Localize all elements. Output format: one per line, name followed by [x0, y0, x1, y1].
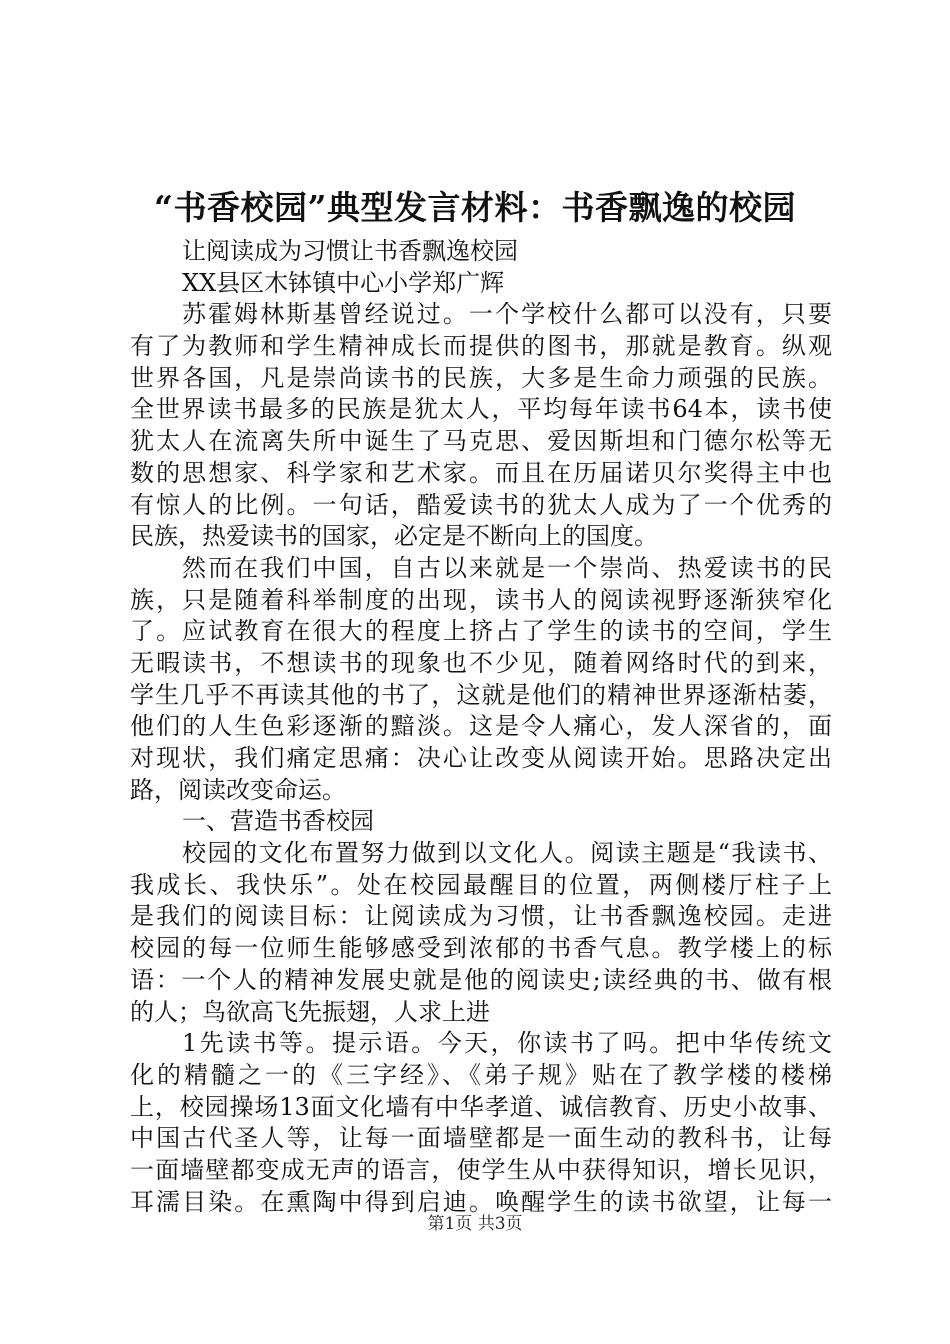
text-line: 犹太人在流离失所中诞生了马克思、爱因斯坦和门德尔松等无 [130, 427, 832, 456]
text-line: 对现状，我们痛定思痛：决心让改变从阅读开始。思路决定出 [130, 744, 832, 772]
text-line: 让阅读成为习惯让书香飘逸校园 [182, 237, 518, 265]
text-line: 校园的每一位师生能够感受到浓郁的书香气息。教学楼上的标 [130, 934, 832, 963]
text-line: 学生几乎不再读其他的书了，这就是他们的精神世界逐渐枯萎， [130, 680, 832, 709]
text-line: 1先读书等。提示语。今天，你读书了吗。把中华传统文 [182, 1029, 832, 1058]
text-line: 有惊人的比例。一句话，酷爱读书的犹太人成为了一个优秀的 [130, 490, 832, 519]
text-line: 上，校园操场13面文化墙有中华孝道、诚信教育、历史小故事、 [130, 1092, 832, 1121]
text-line: 中国古代圣人等，让每一面墙壁都是一面生动的教科书，让每 [130, 1124, 832, 1153]
page-footer: 第1页 共3页 [427, 1214, 523, 1234]
text-line: XX县区木钵镇中心小学郑广辉 [182, 268, 505, 297]
text-line: 语：一个人的精神发展史就是他的阅读史;读经典的书、做有根 [130, 965, 832, 994]
text-line: 路，阅读改变命运。 [130, 775, 346, 804]
text-line: 数的思想家、科学家和艺术家。而且在历届诺贝尔奖得主中也 [130, 458, 832, 487]
text-line: 族，只是随着科举制度的出现，读书人的阅读视野逐渐狭窄化 [130, 585, 832, 614]
text-line: 是我们的阅读目标：让阅读成为习惯，让书香飘逸校园。走进 [130, 902, 832, 931]
text-line: 世界各国，凡是崇尚读书的民族，大多是生命力顽强的民族。 [130, 363, 832, 392]
text-line: 全世界读书最多的民族是犹太人，平均每年读书64本，读书使 [130, 395, 832, 424]
text-line: 的人；鸟欲高飞先振翅，人求上进 [130, 997, 490, 1026]
text-line: 然而在我们中国，自古以来就是一个崇尚、热爱读书的民 [182, 553, 832, 582]
document-body [130, 236, 832, 1218]
text-line: 民族，热爱读书的国家，必定是不断向上的国度。 [130, 522, 658, 551]
text-line: 有了为教师和学生精神成长而提供的图书，那就是教育。纵观 [130, 332, 832, 361]
text-line: 无暇读书，不想读书的现象也不少见，随着网络时代的到来， [130, 648, 832, 677]
text-line: 一、营造书香校园 [182, 807, 374, 836]
text-line: 化的精髓之一的《三字经》、《弟子规》贴在了教学楼的楼梯 [130, 1060, 832, 1089]
text-line: 他们的人生色彩逐渐的黯淡。这是令人痛心，发人深省的，面 [130, 712, 832, 741]
text-line: 我成长、我快乐”。处在校园最醒目的位置，两侧楼厅柱子上 [130, 870, 832, 899]
text-line: 一面墙壁都变成无声的语言，使学生从中获得知识，增长见识， [130, 1155, 832, 1184]
text-line: 耳濡目染。在熏陶中得到启迪。唤醒学生的读书欲望，让每一 [130, 1187, 832, 1216]
document-title: “书香校园”典型发言材料：书香飘逸的校园 [154, 188, 796, 227]
text-line: 了。应试教育在很大的程度上挤占了学生的读书的空间，学生 [130, 617, 832, 646]
text-line: 苏霍姆林斯基曾经说过。一个学校什么都可以没有，只要 [182, 300, 832, 329]
text-line: 校园的文化布置努力做到以文化人。阅读主题是“我读书、 [182, 839, 832, 868]
